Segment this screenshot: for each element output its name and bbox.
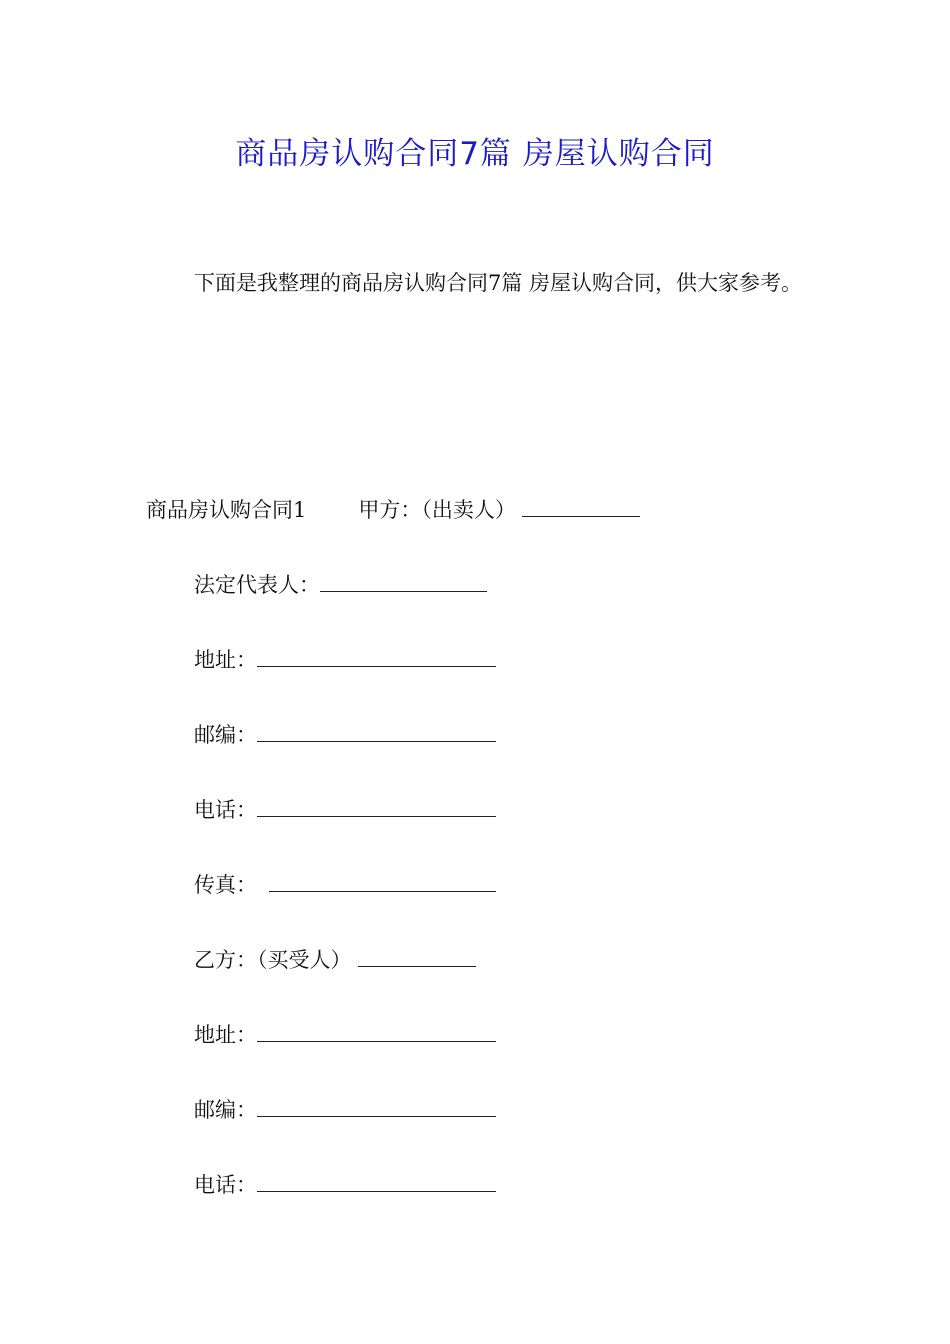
field-row xyxy=(194,1094,496,1124)
field-label: 电话： xyxy=(194,798,257,822)
party-b-row xyxy=(194,944,476,974)
field-blank xyxy=(320,573,487,592)
field-label: 地址： xyxy=(194,648,257,672)
field-row xyxy=(194,1169,496,1199)
field-blank xyxy=(269,873,496,892)
field-blank xyxy=(257,648,496,667)
field-row xyxy=(194,869,496,899)
field-row xyxy=(194,1019,496,1049)
party-a-blank xyxy=(522,498,640,517)
contract-header-line xyxy=(146,494,640,524)
field-blank xyxy=(257,1173,496,1192)
party-b-blank xyxy=(358,948,476,967)
document-title: 商品房认购合同7篇 房屋认购合同 xyxy=(235,136,715,172)
field-row xyxy=(194,794,496,824)
field-label: 传真： xyxy=(194,873,257,897)
party-a-label: 甲方：（出卖人） xyxy=(358,498,516,522)
field-blank xyxy=(257,1023,496,1042)
intro-paragraph: 下面是我整理的商品房认购合同7篇 房屋认购合同，供大家参考。 xyxy=(194,271,803,295)
field-label: 邮编： xyxy=(194,723,257,747)
field-label: 电话： xyxy=(194,1173,257,1197)
field-blank xyxy=(257,798,496,817)
field-blank xyxy=(257,723,496,742)
party-b-label: 乙方：（买受人） xyxy=(194,948,352,972)
field-blank xyxy=(257,1098,496,1117)
field-label: 地址： xyxy=(194,1023,257,1047)
field-row xyxy=(194,719,496,749)
field-label: 邮编： xyxy=(194,1098,257,1122)
field-label: 法定代表人： xyxy=(194,573,320,597)
field-row xyxy=(194,569,487,599)
section-heading: 商品房认购合同1 xyxy=(146,498,307,522)
field-row xyxy=(194,644,496,674)
